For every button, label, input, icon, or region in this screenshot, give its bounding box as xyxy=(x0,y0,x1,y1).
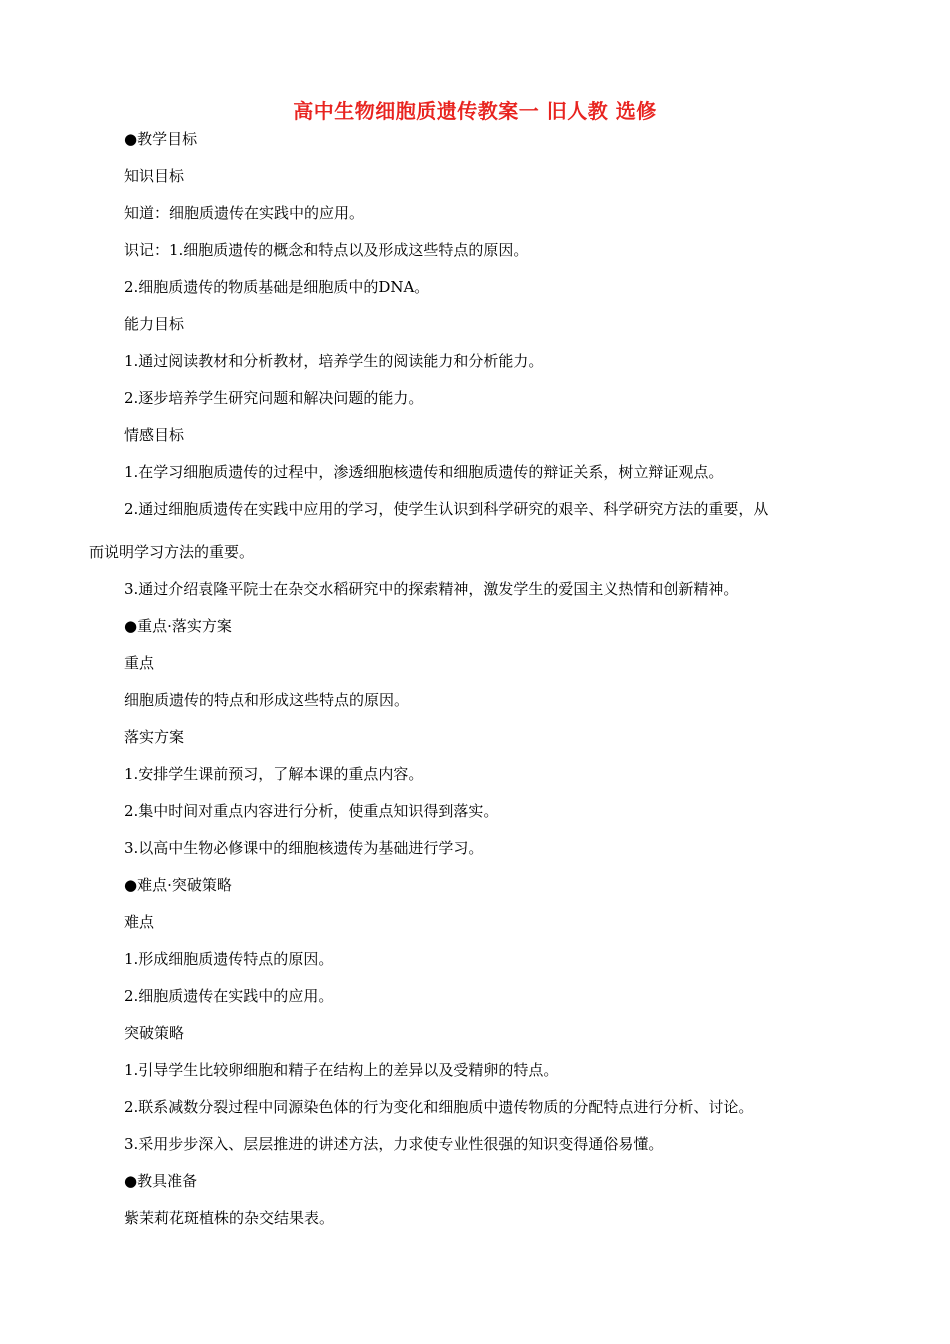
section-heading-teaching-goals: ●教学目标 xyxy=(124,130,198,148)
section-heading-key-points: ●重点·落实方案 xyxy=(124,617,232,635)
paragraph-line: 1.形成细胞质遗传特点的原因。 xyxy=(124,950,334,968)
paragraph-line: 2.联系减数分裂过程中同源染色体的行为变化和细胞质中遗传物质的分配特点进行分析、讨论。 xyxy=(124,1098,754,1116)
section-heading-difficulties: ●难点·突破策略 xyxy=(124,876,232,894)
paragraph-line: 细胞质遗传的特点和形成这些特点的原因。 xyxy=(124,691,410,709)
subheading-ability-goals: 能力目标 xyxy=(124,315,185,333)
subheading-emotion-goals: 情感目标 xyxy=(124,426,185,444)
paragraph-line: 2.通过细胞质遗传在实践中应用的学习，使学生认识到科学研究的艰辛、科学研究方法的重要，从 xyxy=(124,500,769,518)
paragraph-line: 2.集中时间对重点内容进行分析，使重点知识得到落实。 xyxy=(124,802,499,820)
paragraph-line: 2.细胞质遗传在实践中的应用。 xyxy=(124,987,334,1005)
document-title: 高中生物细胞质遗传教案一 旧人教 选修 xyxy=(293,99,657,123)
subheading-implementation-plan: 落实方案 xyxy=(124,728,185,746)
subheading-breakthrough-strategy: 突破策略 xyxy=(124,1024,185,1042)
paragraph-line: 3.采用步步深入、层层推进的讲述方法，力求使专业性很强的知识变得通俗易懂。 xyxy=(124,1135,664,1153)
section-heading-teaching-aids: ●教具准备 xyxy=(124,1172,198,1190)
paragraph-line: 识记：1.细胞质遗传的概念和特点以及形成这些特点的原因。 xyxy=(124,241,529,259)
subheading-key-point: 重点 xyxy=(124,654,155,672)
paragraph-line: 1.在学习细胞质遗传的过程中，渗透细胞核遗传和细胞质遗传的辩证关系，树立辩证观点。 xyxy=(124,463,724,481)
paragraph-line: 3.通过介绍袁隆平院士在杂交水稻研究中的探索精神，激发学生的爱国主义热情和创新精神。 xyxy=(124,580,739,598)
subheading-knowledge-goals: 知识目标 xyxy=(124,167,185,185)
paragraph-line: 1.通过阅读教材和分析教材，培养学生的阅读能力和分析能力。 xyxy=(124,352,544,370)
paragraph-line: 2.逐步培养学生研究问题和解决问题的能力。 xyxy=(124,389,424,407)
subheading-difficulty: 难点 xyxy=(124,913,155,931)
paragraph-line: 知道：细胞质遗传在实践中的应用。 xyxy=(124,204,365,222)
paragraph-line: 2.细胞质遗传的物质基础是细胞质中的DNA。 xyxy=(124,278,430,296)
paragraph-line: 紫茉莉花斑植株的杂交结果表。 xyxy=(124,1209,335,1227)
paragraph-line-continued: 而说明学习方法的重要。 xyxy=(89,543,255,561)
paragraph-line: 1.引导学生比较卵细胞和精子在结构上的差异以及受精卵的特点。 xyxy=(124,1061,559,1079)
paragraph-line: 1.安排学生课前预习，了解本课的重点内容。 xyxy=(124,765,424,783)
paragraph-line: 3.以高中生物必修课中的细胞核遗传为基础进行学习。 xyxy=(124,839,484,857)
